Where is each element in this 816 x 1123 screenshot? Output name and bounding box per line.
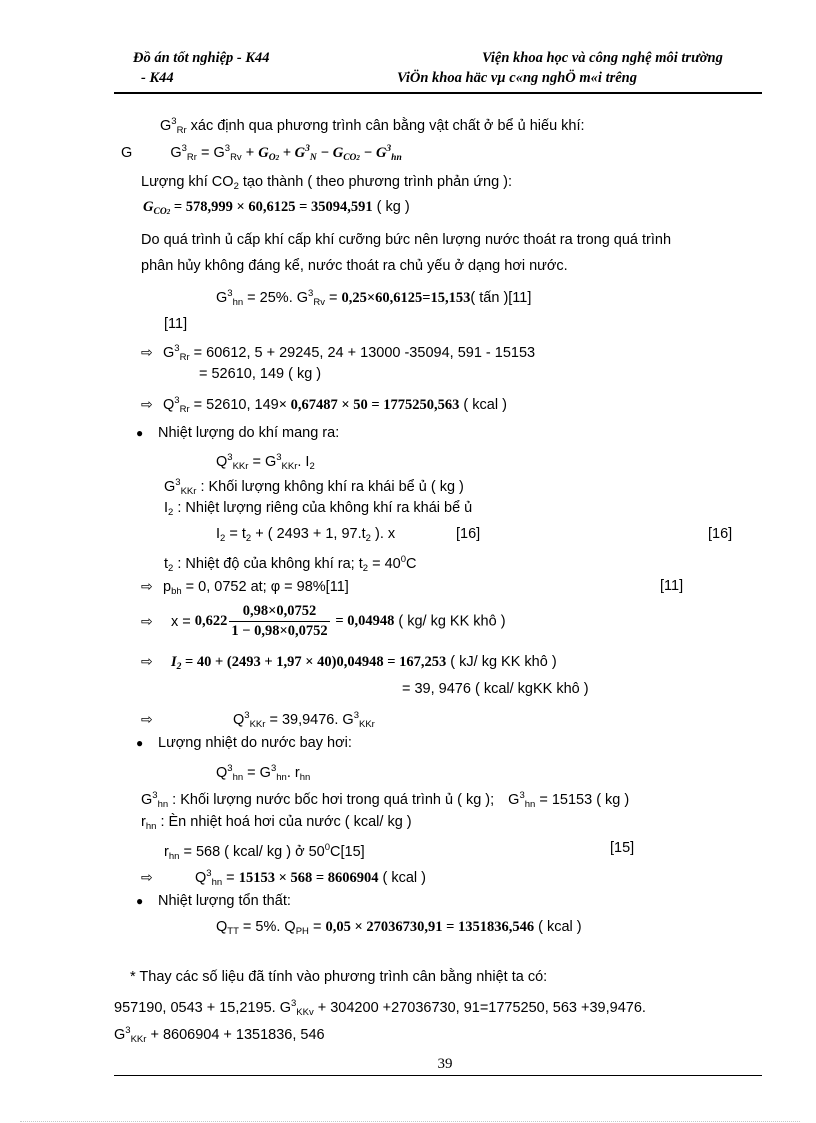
equation-pbh: ⇨ $p_{bh} = 0$, 0752 at; φ = 98%[11] <box>141 578 349 597</box>
reference: [11] <box>660 578 684 594</box>
body-line: Do quá trình ủ cấp khí cấp khí cưỡng bức nên lượng nước thoát ra trong quá trình <box>141 232 672 248</box>
reference: [11] <box>164 316 188 332</box>
section-heading: Lượng nhiệt do nước bay hơi: <box>158 735 352 751</box>
equation-qhn: $Q^3_{hn} = G^3_{hn}$. $r_{hn}$ <box>216 763 311 783</box>
body-line: * Thay các số liệu đã tính vào phương trình cân bằng nhiệt ta có: <box>130 969 548 985</box>
reference: [16] <box>708 526 733 542</box>
equation-co2: $G_{CO2} = 578,999 \times 60,6125 = 35094,591$ ( kg ) <box>143 199 410 217</box>
equation-mass-balance: G $G^3_{Rr} = G^3_{Rv} + G_{O2} + G^3_N - G_{CO2} - G^3_{hn}$ <box>121 143 402 163</box>
equation-i2: $I_2 = t_2$ + ( 2493 + 1, $97.t_2$ ). x <box>216 526 396 544</box>
body-line: $G^3_{hn}$ : Khối lượng nước bốc hơi trong quá trình ủ ( kg ); $G^3_{hn} = 15153$ ( kg ) <box>141 790 630 810</box>
header-left-line2: - K44 <box>141 70 174 86</box>
section-heading: Nhiệt lượng do khí mang ra: <box>158 425 340 441</box>
bullet-icon: ● <box>136 894 144 908</box>
arrow-icon: ⇨ <box>141 578 153 594</box>
equation-qkkr: $Q^3_{KKr} = G^3_{KKr}$. $I_2$ <box>216 452 315 472</box>
page-edge <box>20 1121 800 1122</box>
header-right-line1: Viện khoa học và công nghệ môi trường <box>482 50 723 66</box>
equation-grr: ⇨ $G^3_{Rr} = 60612$, 5 + 29245, 24 + 13000 -35094, 591 - 15153 <box>141 343 536 363</box>
body-line: $G^3_{Rr}$ xác định qua phương trình cân bằng vật chất ở bể ủ hiếu khí: <box>160 116 585 136</box>
header-right-line2: ViÖn khoa häc vµ c«ng nghÖ m«i trêng <box>397 70 637 86</box>
bullet-icon: ● <box>136 736 144 750</box>
body-line: $r_{hn}$ : Èn nhiệt hoá hơi của nước ( kcal/ kg ) <box>141 814 412 832</box>
header-left-line1: Đồ án tốt nghiệp - K44 <box>133 50 270 66</box>
body-line: $G^3_{KKr}$ : Khối lượng không khí ra khái bể ủ ( kg ) <box>164 477 464 497</box>
equation-qhn-value: ⇨ $Q^3_{hn} = 15153 \times 568 = 8606904$ ( kcal ) <box>141 868 426 888</box>
arrow-icon: ⇨ <box>141 869 153 885</box>
body-line: = 39, 9476 ( kcal/ kgKK khô ) <box>402 681 589 697</box>
header-rule <box>114 92 762 94</box>
equation-i2-value: ⇨ $I_2 = 40 + (2493 + 1,97 \times 40)0,04948 = 167,253$ ( kJ/ kg KK khô ) <box>141 653 557 672</box>
equation-x: ⇨ x = 0,622 $\frac{0,98\times 0,0752}{1 - 0,98\times 0,0752}$ = 0,04948 ( kg/ kg KK khô ) <box>141 603 506 639</box>
page-number: 39 <box>437 1056 453 1072</box>
equation-qkkr-value: ⇨ $Q^3_{KKr} = 39,9476$. $G^3_{KKr}$ <box>141 710 375 730</box>
equation-qrr: ⇨ $Q^3_{Rr} = 52610$, 149× 0,67487 × 50 = 1775250,563 ( kcal ) <box>141 395 507 415</box>
reference: [16] <box>456 526 481 542</box>
equation-heat-balance-cont: $G^3_{KKr} + 8606904 + 1351836$, 546 <box>114 1025 325 1045</box>
reference: [15] <box>610 840 635 856</box>
body-line: phân hủy không đáng kể, nước thoát ra chủ yếu ở dạng hơi nước. <box>141 258 568 274</box>
equation-water: $G^3_{hn} = 25\%$. $G^3_{Rv} = 0,25\times 60,6125=15,153$( tấn )[11] <box>216 288 532 308</box>
body-line: $I_2$ : Nhiệt lượng riêng của không khí ra khái bể ủ <box>164 500 473 518</box>
arrow-icon: ⇨ <box>141 613 153 629</box>
bullet-icon: ● <box>136 426 144 440</box>
arrow-icon: ⇨ <box>141 653 153 669</box>
body-line: = 52610, 149 ( kg ) <box>199 366 322 382</box>
arrow-icon: ⇨ <box>141 396 153 412</box>
arrow-icon: ⇨ <box>141 344 153 360</box>
equation-qtt: $Q_{TT} = 5\%$. $Q_{PH} = 0,05 \times 27036730,91 = 1351836,546$ ( kcal ) <box>216 919 582 937</box>
body-line: Lượng khí $CO_2$ tạo thành ( theo phương trình phản ứng ): <box>141 174 513 192</box>
body-line: $t_2$ : Nhiệt độ của không khí ra; $t_2 = 40^0C$ <box>164 554 417 574</box>
section-heading: Nhiệt lượng tổn thất: <box>158 893 291 909</box>
equation-heat-balance: 957190, 0543 + 15,2195. $G^3_{KKv} + 304200 +27036730$, 91=1775250, 563 +39,9476. <box>114 998 646 1018</box>
fraction: $\frac{0,98\times 0,0752}{1 - 0,98\times 0,0752}$ <box>231 603 328 639</box>
footer-rule <box>114 1075 762 1076</box>
arrow-icon: ⇨ <box>141 711 153 727</box>
body-line: $r_{hn} = 568$ ( kcal/ kg ) ở $50^0C[15]$ <box>164 842 365 862</box>
